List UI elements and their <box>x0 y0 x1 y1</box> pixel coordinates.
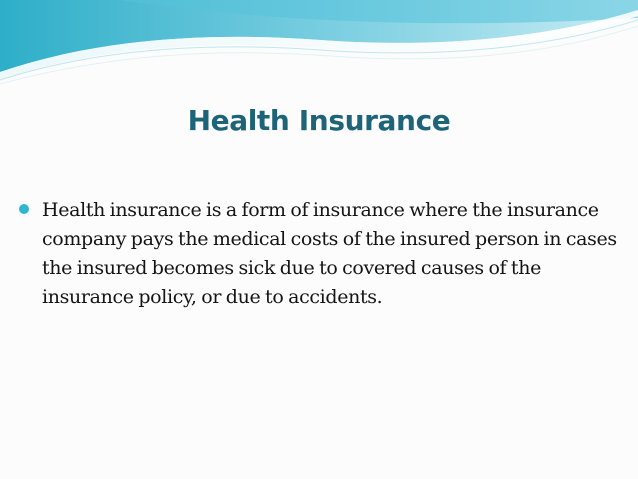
slide-title: Health Insurance <box>187 104 451 137</box>
bullet-text: Health insurance is a form of insurance where the insurance company pays the medical costs of the insured person in cases the insured becomes sick due to covered causes of the insurance policy, or due to accidents. <box>42 199 617 308</box>
bullet-dot-icon <box>19 204 29 214</box>
header-wave-decoration <box>0 0 638 85</box>
bullet-item <box>18 196 624 312</box>
bullet-list <box>18 196 624 312</box>
